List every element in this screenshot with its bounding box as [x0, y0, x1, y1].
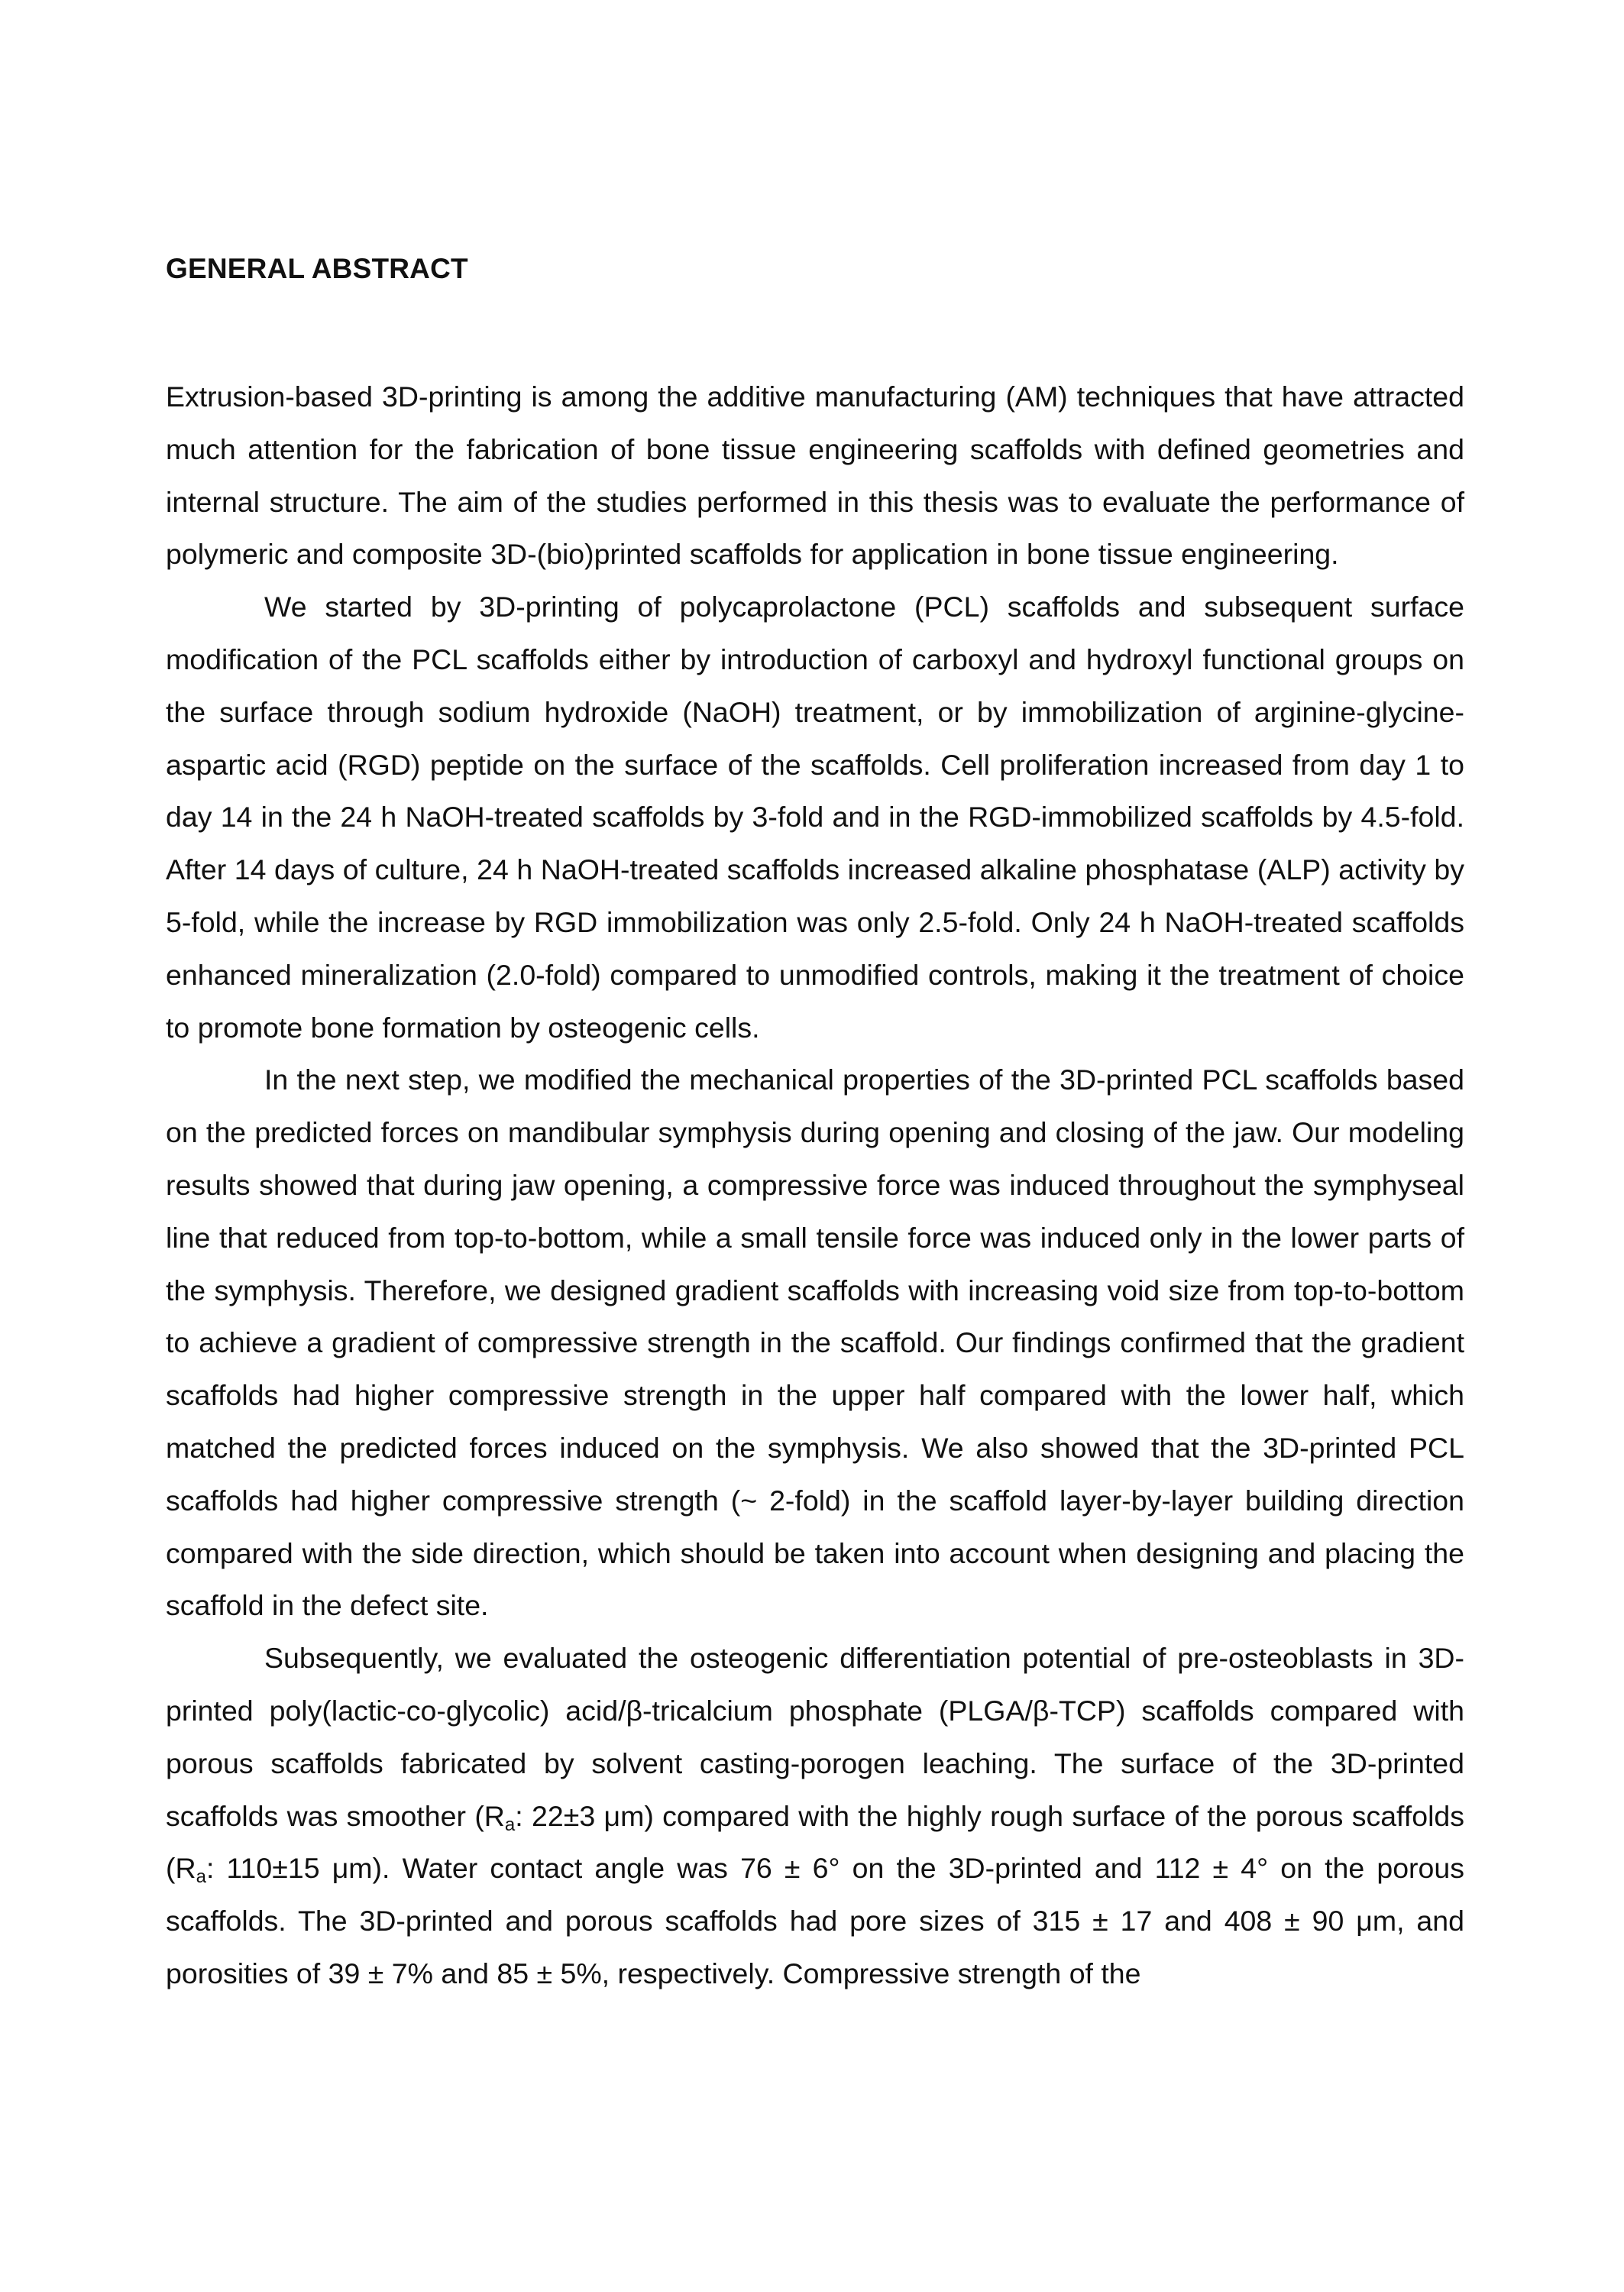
paragraph-2: We started by 3D-printing of polycaprolactone (PCL) scaffolds and subsequent surface modification of the PCL scaffolds either by introduction of carboxyl and hydroxyl functional groups on the surface through sodium hydroxide (NaOH) treatment, or by immobilization of arginine-glycine-aspartic acid (RGD) peptide on the surface of the scaffolds. Cell proliferation increased from day 1 to day 14 in the 24 h NaOH-treated scaffolds by 3-fold and in the RGD-immobilized scaffolds by 4.5-fold. After 14 days of culture, 24 h NaOH-treated scaffolds increased alkaline phosphatase (ALP) activity by 5-fold, while the increase by RGD immobilization was only 2.5-fold. Only 24 h NaOH-treated scaffolds enhanced mineralization (2.0-fold) compared to unmodified controls, making it the treatment of choice to promote bone formation by osteogenic cells.: [166, 591, 1464, 1044]
abstract-section: [166, 243, 1464, 2000]
paragraph-1: Extrusion-based 3D-printing is among the additive manufacturing (AM) techniques that have attracted much attention for the fabrication of bone tissue engineering scaffolds with defined geometries and internal structure. The aim of the studies performed in this thesis was to evaluate the performance of polymeric and composite 3D-(bio)printed scaffolds for application in bone tissue engineering.: [166, 380, 1464, 571]
paragraph-4: [166, 1632, 1464, 2000]
paragraph-4-text-3: : 110±15 μm). Water contact angle was 76 ± 6° on the 3D-printed and 112 ± 4° on the porous scaffolds. The 3D-printed and porous scaffolds had pore sizes of 315 ± 17 and 408 ± 90 μm, and porosities of 39 ± 7% and 85 ± 5%, respectively. Compressive strength of the: [166, 1852, 1464, 1989]
roughness-subscript-2: a: [196, 1866, 206, 1888]
paragraph-4-text-2: : 22±3 μm) compared with the highly rough surface of the porous scaffolds (R: [166, 1799, 1465, 1885]
paragraph-4-text-1: Subsequently, we evaluated the osteogenic differentiation potential of pre-osteoblasts in 3D-printed poly(lactic-co-glycolic) acid/β-tricalcium phosphate (PLGA/β-TCP) scaffolds compared with porous scaffolds fabricated by solvent casting-porogen leaching. The surface of the 3D-printed scaffolds was smoother (R: [166, 1642, 1464, 1832]
section-heading: GENERAL ABSTRACT: [166, 253, 468, 284]
roughness-subscript-1: a: [504, 1814, 516, 1835]
paragraph-3: In the next step, we modified the mechanical properties of the 3D-printed PCL scaffolds based on the predicted forces on mandibular symphysis during opening and closing of the jaw. Our modeling results showed that during jaw opening, a compressive force was induced throughout the symphyseal line that reduced from top-to-bottom, while a small tensile force was induced only in the lower parts of the symphysis. Therefore, we designed gradient scaffolds with increasing void size from top-to-bottom to achieve a gradient of compressive strength in the scaffold. Our findings confirmed that the gradient scaffolds had higher compressive strength in the upper half compared with the lower half, which matched the predicted forces induced on the symphysis. We also showed that the 3D-printed PCL scaffolds had higher compressive strength (~ 2-fold) in the scaffold layer-by-layer building direction compared with the side direction, which should be taken into account when designing and placing the scaffold in the defect site.: [166, 1063, 1464, 1622]
